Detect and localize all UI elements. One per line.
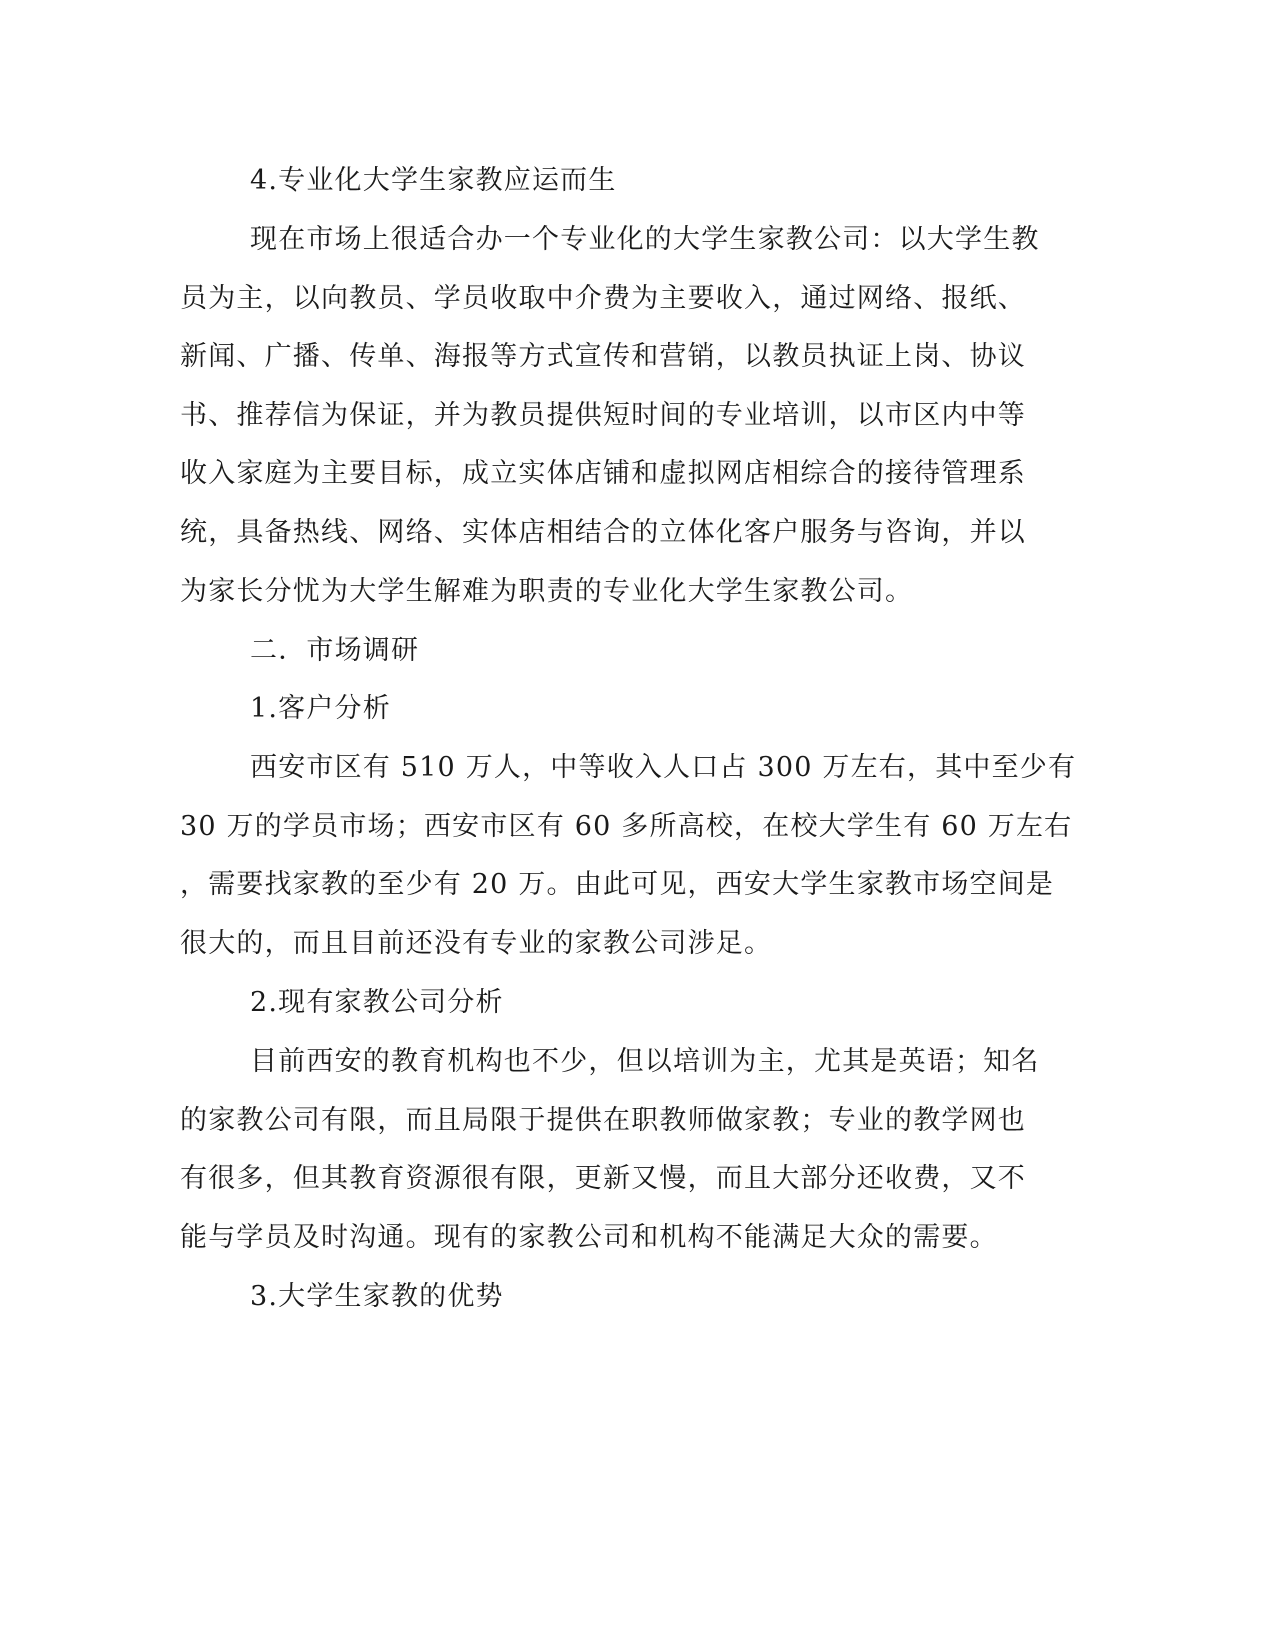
paragraph-line: 能与学员及时沟通。现有的家教公司和机构不能满足大众的需要。 xyxy=(180,1222,998,1253)
paragraph-line: 新闻、广播、传单、海报等方式宣传和营销，以教员执证上岗、协议 xyxy=(180,341,1026,372)
paragraph-line: 收入家庭为主要目标，成立实体店铺和虚拟网店相综合的接待管理系 xyxy=(180,458,1026,489)
paragraph-line: 员为主，以向教员、学员收取中介费为主要收入，通过网络、报纸、 xyxy=(180,283,1026,314)
section-4-heading: 4.专业化大学生家教应运而生 xyxy=(250,165,617,196)
section-two-heading: 二．市场调研 xyxy=(250,635,420,666)
paragraph-line: 30 万的学员市场；西安市区有 60 多所高校，在校大学生有 60 万左右 xyxy=(180,811,1073,842)
paragraph-line: 现在市场上很适合办一个专业化的大学生家教公司：以大学生教 xyxy=(250,224,1040,255)
paragraph-line: 为家长分忧为大学生解难为职责的专业化大学生家教公司。 xyxy=(180,576,914,607)
paragraph-line: ，需要找家教的至少有 20 万。由此可见，西安大学生家教市场空间是 xyxy=(180,869,1055,900)
paragraph-line: 统，具备热线、网络、实体店相结合的立体化客户服务与咨询，并以 xyxy=(180,517,1026,548)
paragraph-line: 的家教公司有限，而且局限于提供在职教师做家教；专业的教学网也 xyxy=(180,1105,1026,1136)
paragraph-line: 有很多，但其教育资源很有限，更新又慢，而且大部分还收费，又不 xyxy=(180,1163,1026,1194)
subsection-1-heading: 1.客户分析 xyxy=(250,693,391,724)
paragraph-line: 很大的，而且目前还没有专业的家教公司涉足。 xyxy=(180,928,773,959)
paragraph-line: 目前西安的教育机构也不少，但以培训为主，尤其是英语；知名 xyxy=(250,1046,1040,1077)
paragraph-line: 西安市区有 510 万人，中等收入人口占 300 万左右，其中至少有 xyxy=(250,752,1077,783)
subsection-3-heading: 3.大学生家教的优势 xyxy=(250,1281,504,1312)
paragraph-line: 书、推荐信为保证，并为教员提供短时间的专业培训，以市区内中等 xyxy=(180,400,1026,431)
subsection-2-heading: 2.现有家教公司分析 xyxy=(250,987,504,1018)
